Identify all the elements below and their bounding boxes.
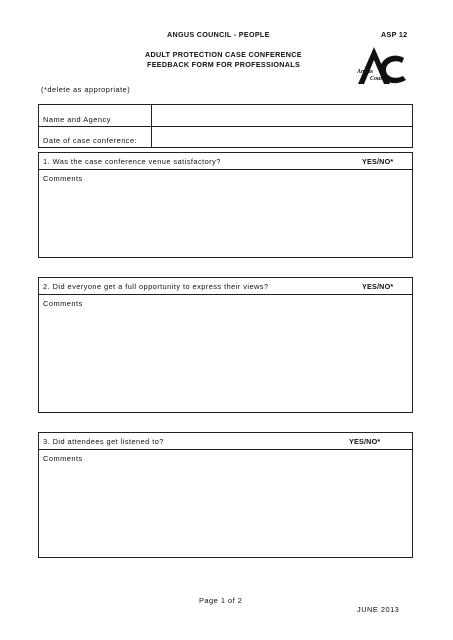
question-1-text: 1. Was the case conference venue satisfactory? [43, 157, 221, 166]
page-number: Page 1 of 2 [199, 596, 243, 605]
question-3-box [38, 432, 413, 558]
question-1-comments-field[interactable] [41, 185, 410, 255]
name-agency-field[interactable] [154, 107, 409, 124]
org-title: ANGUS COUNCIL - PEOPLE [167, 30, 270, 39]
question-2-text: 2. Did everyone get a full opportunity to express their views? [43, 282, 269, 291]
question-3-yes-no[interactable]: YES/NO* [349, 437, 381, 446]
question-3-text: 3. Did attendees get listened to? [43, 437, 164, 446]
name-agency-label: Name and Agency [43, 115, 111, 124]
logo-text-angus: Angus [357, 69, 374, 75]
question-2-yes-no[interactable]: YES/NO* [362, 282, 394, 291]
question-2-comments-field[interactable] [41, 310, 410, 410]
date-label: Date of case conference: [43, 136, 138, 145]
footer-date: JUNE 2013 [357, 605, 400, 614]
delete-note: (*delete as appropriate) [41, 85, 131, 94]
logo-text-council: Council [370, 76, 390, 82]
question-2-comments-label: Comments [43, 299, 83, 308]
question-1-comments-label: Comments [43, 174, 83, 183]
angus-council-logo [352, 42, 414, 94]
form-title-line1: ADULT PROTECTION CASE CONFERENCE [145, 50, 302, 59]
question-2-box [38, 277, 413, 413]
question-1-yes-no[interactable]: YES/NO* [362, 157, 394, 166]
question-1-box [38, 152, 413, 258]
form-code: ASP 12 [381, 30, 408, 39]
details-divider [151, 105, 152, 147]
details-table [38, 104, 413, 148]
date-field[interactable] [154, 129, 409, 145]
form-title-line2: FEEDBACK FORM FOR PROFESSIONALS [147, 60, 301, 69]
question-3-comments-label: Comments [43, 454, 83, 463]
question-3-comments-field[interactable] [41, 465, 410, 555]
